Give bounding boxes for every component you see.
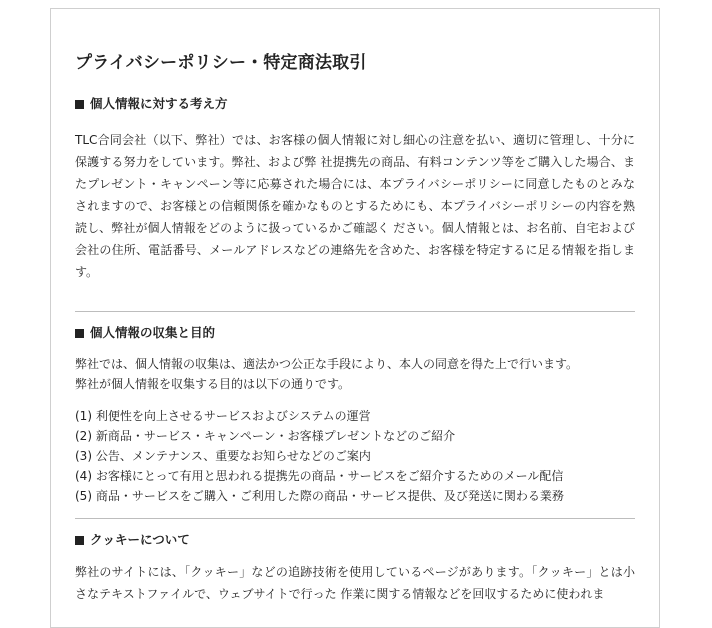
- policy-content: [75, 51, 635, 605]
- section-divider: [75, 311, 635, 312]
- section-heading-text: 個人情報に対する考え方: [90, 96, 228, 111]
- section-heading-text: クッキーについて: [90, 532, 190, 547]
- policy-panel: [50, 8, 660, 628]
- list-item: (3) 公告、メンテナンス、重要なお知らせなどのご案内: [75, 449, 371, 463]
- list-item: (1) 利便性を向上させるサービスおよびシステムの運営: [75, 409, 371, 423]
- purpose-list: [75, 406, 635, 506]
- square-bullet-icon: [75, 536, 84, 545]
- section-body-cookies: 弊社のサイトには、「クッキー」などの追跡技術を使用しているページがあります。「クッキー」とは小さなテキストファイルで、ウェブサイトで行った 作業に関する情報などを回収するために使われま: [75, 565, 635, 601]
- list-item: (2) 新商品・サービス・キャンペーン・お客様プレゼントなどのご紹介: [75, 429, 456, 443]
- list-item: (4) お客様にとって有用と思われる提携先の商品・サービスをご紹介するためのメール配信: [75, 469, 564, 483]
- section-heading-cookies: [75, 531, 635, 549]
- body-line: 弊社では、個人情報の収集は、適法かつ公正な手段により、本人の同意を得た上で行います。: [75, 357, 579, 371]
- square-bullet-icon: [75, 329, 84, 338]
- page-title: プライバシーポリシー・特定商法取引: [75, 53, 367, 73]
- body-line: 弊社が個人情報を収集する目的は以下の通りです。: [75, 377, 351, 391]
- section-divider: [75, 518, 635, 519]
- section-heading-personal-info-policy: [75, 95, 635, 113]
- square-bullet-icon: [75, 100, 84, 109]
- list-item: (5) 商品・サービスをご購入・ご利用した際の商品・サービス提供、及び発送に関わる業務: [75, 489, 564, 503]
- section-heading-text: 個人情報の収集と目的: [90, 325, 216, 340]
- section-heading-collection-purpose: [75, 324, 635, 342]
- section-body-personal-info-policy: TLC合同会社（以下、弊社）では、お客様の個人情報に対し細心の注意を払い、適切に管理し、十分に保護する努力をしています。弊社、および弊 社提携先の商品、有料コンテンツ等をご購入した場合、またプレゼント・キャンペーン等に応募された場合には、本プライバシーポリシーに同意したものとみな されますので、お客様との信頼関係を確かなものとするためにも、本プライバシーポリシーの内容を熟読し、弊社が個人情報をどのように扱っているかご確認く ださい。個人情報とは、お名前、自宅および会社の住所、電話番号、メールアドレスなどの連絡先を含めた、お客様を特定するに足る情報を指します。: [75, 133, 635, 279]
- section-body-collection-purpose: [75, 354, 635, 394]
